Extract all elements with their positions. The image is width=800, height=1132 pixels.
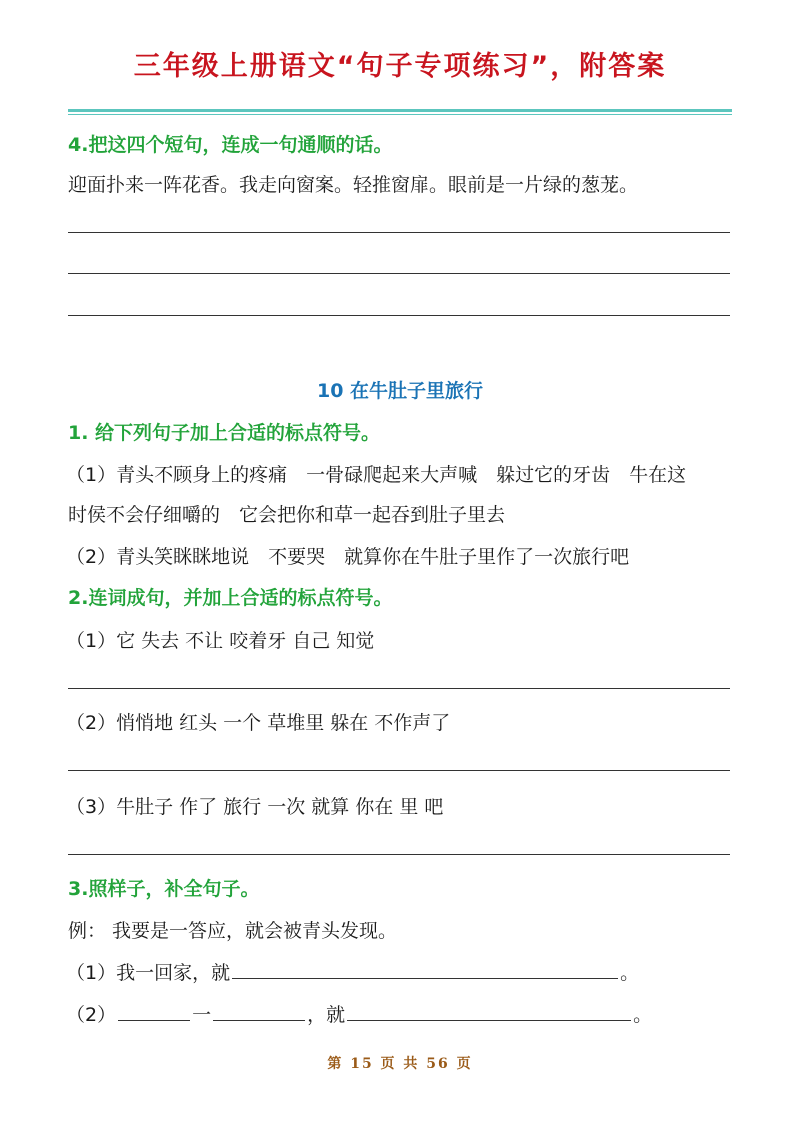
question-4-text: 迎面扑来一阵花香。我走向窗案。轻推窗扉。眼前是一片绿的葱茏。 [68,174,639,196]
question-3-item-1-suffix: 。 [620,962,640,984]
header-rule-thin [68,114,732,115]
question-3-item-2 [66,1000,652,1027]
answer-line[interactable] [68,688,730,689]
answer-line[interactable] [68,273,730,274]
question-3-item-1 [66,958,639,985]
question-3-example: 例： 我要是一答应，就会被青头发现。 [68,920,398,942]
fill-blank[interactable] [118,1019,190,1021]
answer-line[interactable] [68,315,730,316]
question-1-item-2: （2）青头笑眯眯地说 不要哭 就算你在牛肚子里作了一次旅行吧 [66,546,630,568]
question-3-item-2-mid-1: 一 [192,1004,212,1026]
page-number: 第 15 页 共 56 页 [327,1056,473,1072]
question-2-heading: 2.连词成句，并加上合适的标点符号。 [68,587,393,609]
header-rule [68,109,732,112]
answer-line[interactable] [68,770,730,771]
answer-line[interactable] [68,854,730,855]
fill-blank[interactable] [232,977,618,979]
lesson-title: 10 在牛肚子里旅行 [316,380,484,402]
question-3-item-2-prefix: （2） [66,1004,117,1026]
question-3-heading: 3.照样子，补全句子。 [68,878,260,900]
question-1-item-1-line-1: （1）青头不顾身上的疼痛 一骨碌爬起来大声喊 躲过它的牙齿 牛在这 [66,464,687,486]
question-2-item-2: （2）悄悄地 红头 一个 草堆里 躲在 不作声了 [66,712,451,734]
question-1-heading: 1. 给下列句子加上合适的标点符号。 [68,422,381,444]
question-4-heading: 4.把这四个短句，连成一句通顺的话。 [68,134,393,156]
question-2-item-1: （1）它 失去 不让 咬着牙 自己 知觉 [66,630,375,652]
fill-blank[interactable] [347,1019,631,1021]
question-1-item-1-line-2: 时侯不会仔细嚼的 它会把你和草一起吞到肚子里去 [68,504,506,526]
question-3-item-2-suffix: 。 [633,1004,653,1026]
answer-line[interactable] [68,232,730,233]
question-2-item-3: （3）牛肚子 作了 旅行 一次 就算 你在 里 吧 [66,796,444,818]
fill-blank[interactable] [213,1019,305,1021]
question-3-item-1-prefix: （1）我一回家，就 [66,962,231,984]
question-3-item-2-mid-2: ，就 [307,1004,346,1026]
page-title: 三年级上册语文“句子专项练习”，附答案 [133,51,667,82]
